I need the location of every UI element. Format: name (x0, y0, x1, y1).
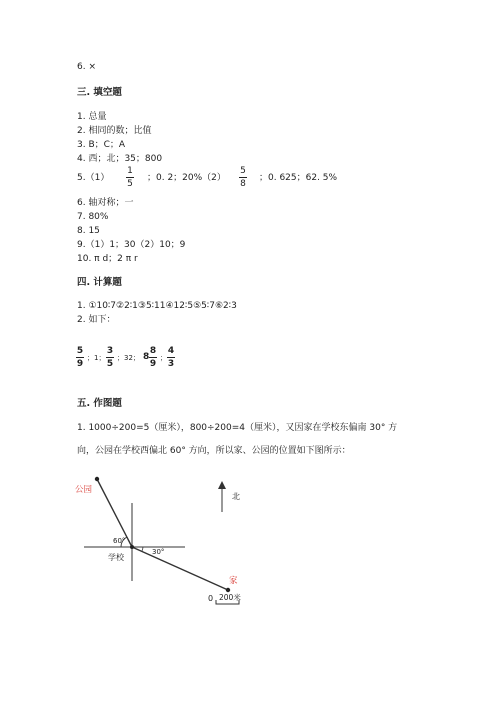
answer-separator-1: ；1； (87, 354, 106, 362)
answer-line-6: 6. 轴对称；一 (77, 198, 134, 208)
scale-zero-label: 0 (208, 594, 214, 603)
angle-60-label: 60° (113, 537, 126, 545)
answer-mixed-whole: 8 (143, 352, 150, 362)
angle-30-label: 30° (152, 548, 165, 556)
denominator: 9 (76, 359, 84, 369)
answer-line-8: 8. 15 (77, 226, 100, 236)
section-heading-drawing: 五. 作图题 (77, 398, 122, 409)
numerator: 8 (149, 346, 157, 356)
section-heading-calculation: 四. 计算题 (77, 277, 122, 288)
answer-line-9: 9.（1）1；30（2）10；9 (77, 240, 186, 250)
school-to-home-line (132, 547, 228, 590)
answer-line-5-middle: ；0. 2；20%（2） (147, 173, 226, 183)
section-heading-fill-in: 三. 填空题 (77, 87, 122, 98)
school-point (130, 545, 134, 549)
numerator: 3 (106, 346, 114, 356)
answer-line-2: 2. 相同的数；比值 (77, 126, 152, 136)
numerator: 5 (240, 166, 246, 176)
angle-arc-30 (142, 547, 143, 551)
park-point (95, 477, 99, 481)
calc-line-1: 1. ①10∶7②2∶1③5∶11④12∶5⑤5∶7⑥2∶3 (77, 301, 237, 311)
answer-separator-3: ； (160, 354, 167, 362)
answer-line-7: 7. 80% (77, 212, 109, 222)
answer-line-4: 4. 西；北；35；800 (77, 154, 163, 164)
north-label: 北 (232, 492, 240, 501)
answer-line-3: 3. B；C；A (77, 140, 126, 150)
answer-6-judge: 6. × (77, 62, 96, 72)
numerator: 4 (167, 346, 175, 356)
denominator: 8 (240, 179, 246, 189)
answer-line-10: 10. π d；2 π r (77, 254, 138, 264)
answer-line-1: 1. 总量 (77, 112, 107, 122)
answer-line-5-end: ；0. 625；62. 5% (259, 173, 338, 183)
home-label: 家 (229, 576, 238, 586)
scale-length-label: 200米 (219, 593, 241, 602)
numerator: 1 (127, 166, 133, 176)
calc-line-2: 2. 如下： (77, 315, 116, 325)
denominator: 3 (167, 359, 175, 369)
drawing-explanation-line-1: 1. 1000÷200=5（厘米），800÷200=4（厘米），又因家在学校东偏南 30° 方 (77, 423, 398, 433)
school-label: 学校 (108, 553, 124, 562)
answer-separator-2: ；32； (117, 354, 140, 362)
answer-line-5-prefix: 5.（1） (77, 173, 110, 183)
denominator: 9 (149, 359, 157, 369)
numerator: 5 (76, 346, 84, 356)
denominator: 5 (127, 179, 133, 189)
park-label: 公园 (75, 485, 93, 495)
denominator: 5 (106, 359, 114, 369)
drawing-explanation-line-2: 向，公园在学校西偏北 60° 方向，所以家、公园的位置如下图所示： (77, 446, 351, 456)
